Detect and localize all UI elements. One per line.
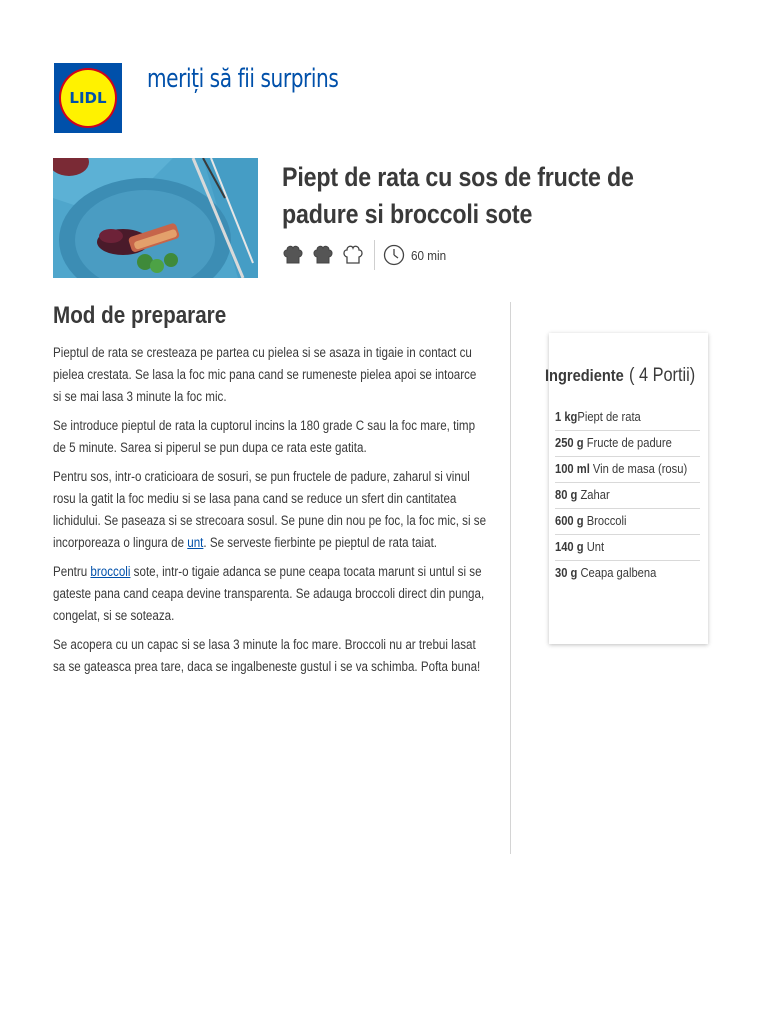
clock-icon: [383, 244, 405, 266]
recipe-photo-illustration: [53, 158, 258, 278]
recipe-meta: [282, 240, 450, 270]
logo-circle: [59, 68, 117, 128]
ingredient-name: Fructe de padure: [583, 435, 672, 450]
ingredient-qty: 100 ml: [555, 461, 590, 476]
recipe-duration: 60 min: [411, 247, 447, 263]
preparation-steps: [53, 342, 487, 685]
ingredients-list: [555, 405, 700, 586]
meta-divider: [374, 240, 375, 270]
step-paragraph: Pieptul de rata se cresteaza pe partea cu pielea si se asaza in tigaie in contact cu pielea crestata. Se lasa la foc mic pana cand se rumeneste pielea apoi se intoarce si se mai lasa 3 minute la foc mic.: [53, 345, 477, 404]
chef-hat-outline-icon: [342, 244, 364, 266]
ingredients-heading: [545, 365, 717, 387]
ingredients-card: [545, 333, 708, 644]
lidl-logo[interactable]: [54, 63, 122, 133]
step-text: Pentru sos, intr-o craticioara de sosuri, se pun fructele de padure, zaharul si vinul rosu la gatit la foc mediu si se lasa pana cand se reduce un sfert din cantitatea lichidului. Se paseaza si se strecoara sosul. Se pune din nou pe foc, la foc mic, si se incorporeaza o lingura de: [53, 469, 487, 550]
ingredient-qty: 250 g: [555, 435, 584, 450]
step-paragraph: Se acopera cu un capac si se lasa 3 minute la foc mare. Broccoli nu ar trebui lasat sa se gateasca prea tare, daca se ingalbeneste gustul i se va schimba. Pofta buna!: [53, 637, 481, 674]
ingredient-name: Broccoli: [583, 513, 627, 528]
ingredient-qty: 1 kg: [555, 409, 578, 424]
ingredient-name: Ceapa galbena: [577, 565, 657, 580]
recipe-photo: [53, 158, 258, 278]
ingredient-item: [555, 405, 700, 431]
step-text: . Se serveste fierbinte pe pieptul de rata taiat.: [203, 535, 438, 550]
ingredient-name: Zahar: [577, 487, 610, 502]
ingredient-qty: 30 g: [555, 565, 578, 580]
ingredient-name: Piept de rata: [577, 409, 641, 424]
ingredient-qty: 140 g: [555, 539, 584, 554]
unt-link[interactable]: unt: [187, 535, 204, 550]
ingredient-item: [555, 431, 700, 457]
step-text: Pentru: [53, 564, 91, 579]
ingredient-item: [555, 561, 700, 586]
preparation-heading: Mod de preparare: [53, 302, 227, 329]
step-paragraph: Se introduce pieptul de rata la cuptorul incins la 180 grade C sau la foc mare, timp de 5 minute. Sarea si piperul se pun dupa ce rata este gatita.: [53, 418, 476, 455]
step-paragraph: [53, 466, 487, 554]
ingredient-name: Vin de masa (rosu): [589, 461, 688, 476]
ingredient-qty: 80 g: [555, 487, 578, 502]
ingredient-item: [555, 483, 700, 509]
servings-label: ( 4 Portii): [628, 365, 696, 386]
chef-hat-filled-icon: [312, 244, 334, 266]
ingredient-qty: 600 g: [555, 513, 584, 528]
column-divider: [510, 302, 511, 854]
ingredient-item: [555, 457, 700, 483]
ingredient-item: [555, 509, 700, 535]
brand-slogan: meriți să fii surprins: [147, 64, 339, 94]
ingredient-name: Unt: [583, 539, 605, 554]
chef-hat-filled-icon: [282, 244, 304, 266]
recipe-title: Piept de rata cu sos de fructe de padure si broccoli sote: [282, 162, 634, 229]
step-paragraph: [53, 561, 487, 627]
step-text: sote, intr-o tigaie adanca se pune ceapa tocata marunt si untul si se gateste pana cand ceapa devine transparenta. Se adauga broccoli direct din punga, congelat, si se soteaza.: [53, 564, 485, 623]
ingredient-item: [555, 535, 700, 561]
logo-text: LIDL: [69, 88, 107, 107]
broccoli-link[interactable]: broccoli: [90, 564, 131, 579]
ingredients-title: Ingrediente: [545, 366, 624, 385]
